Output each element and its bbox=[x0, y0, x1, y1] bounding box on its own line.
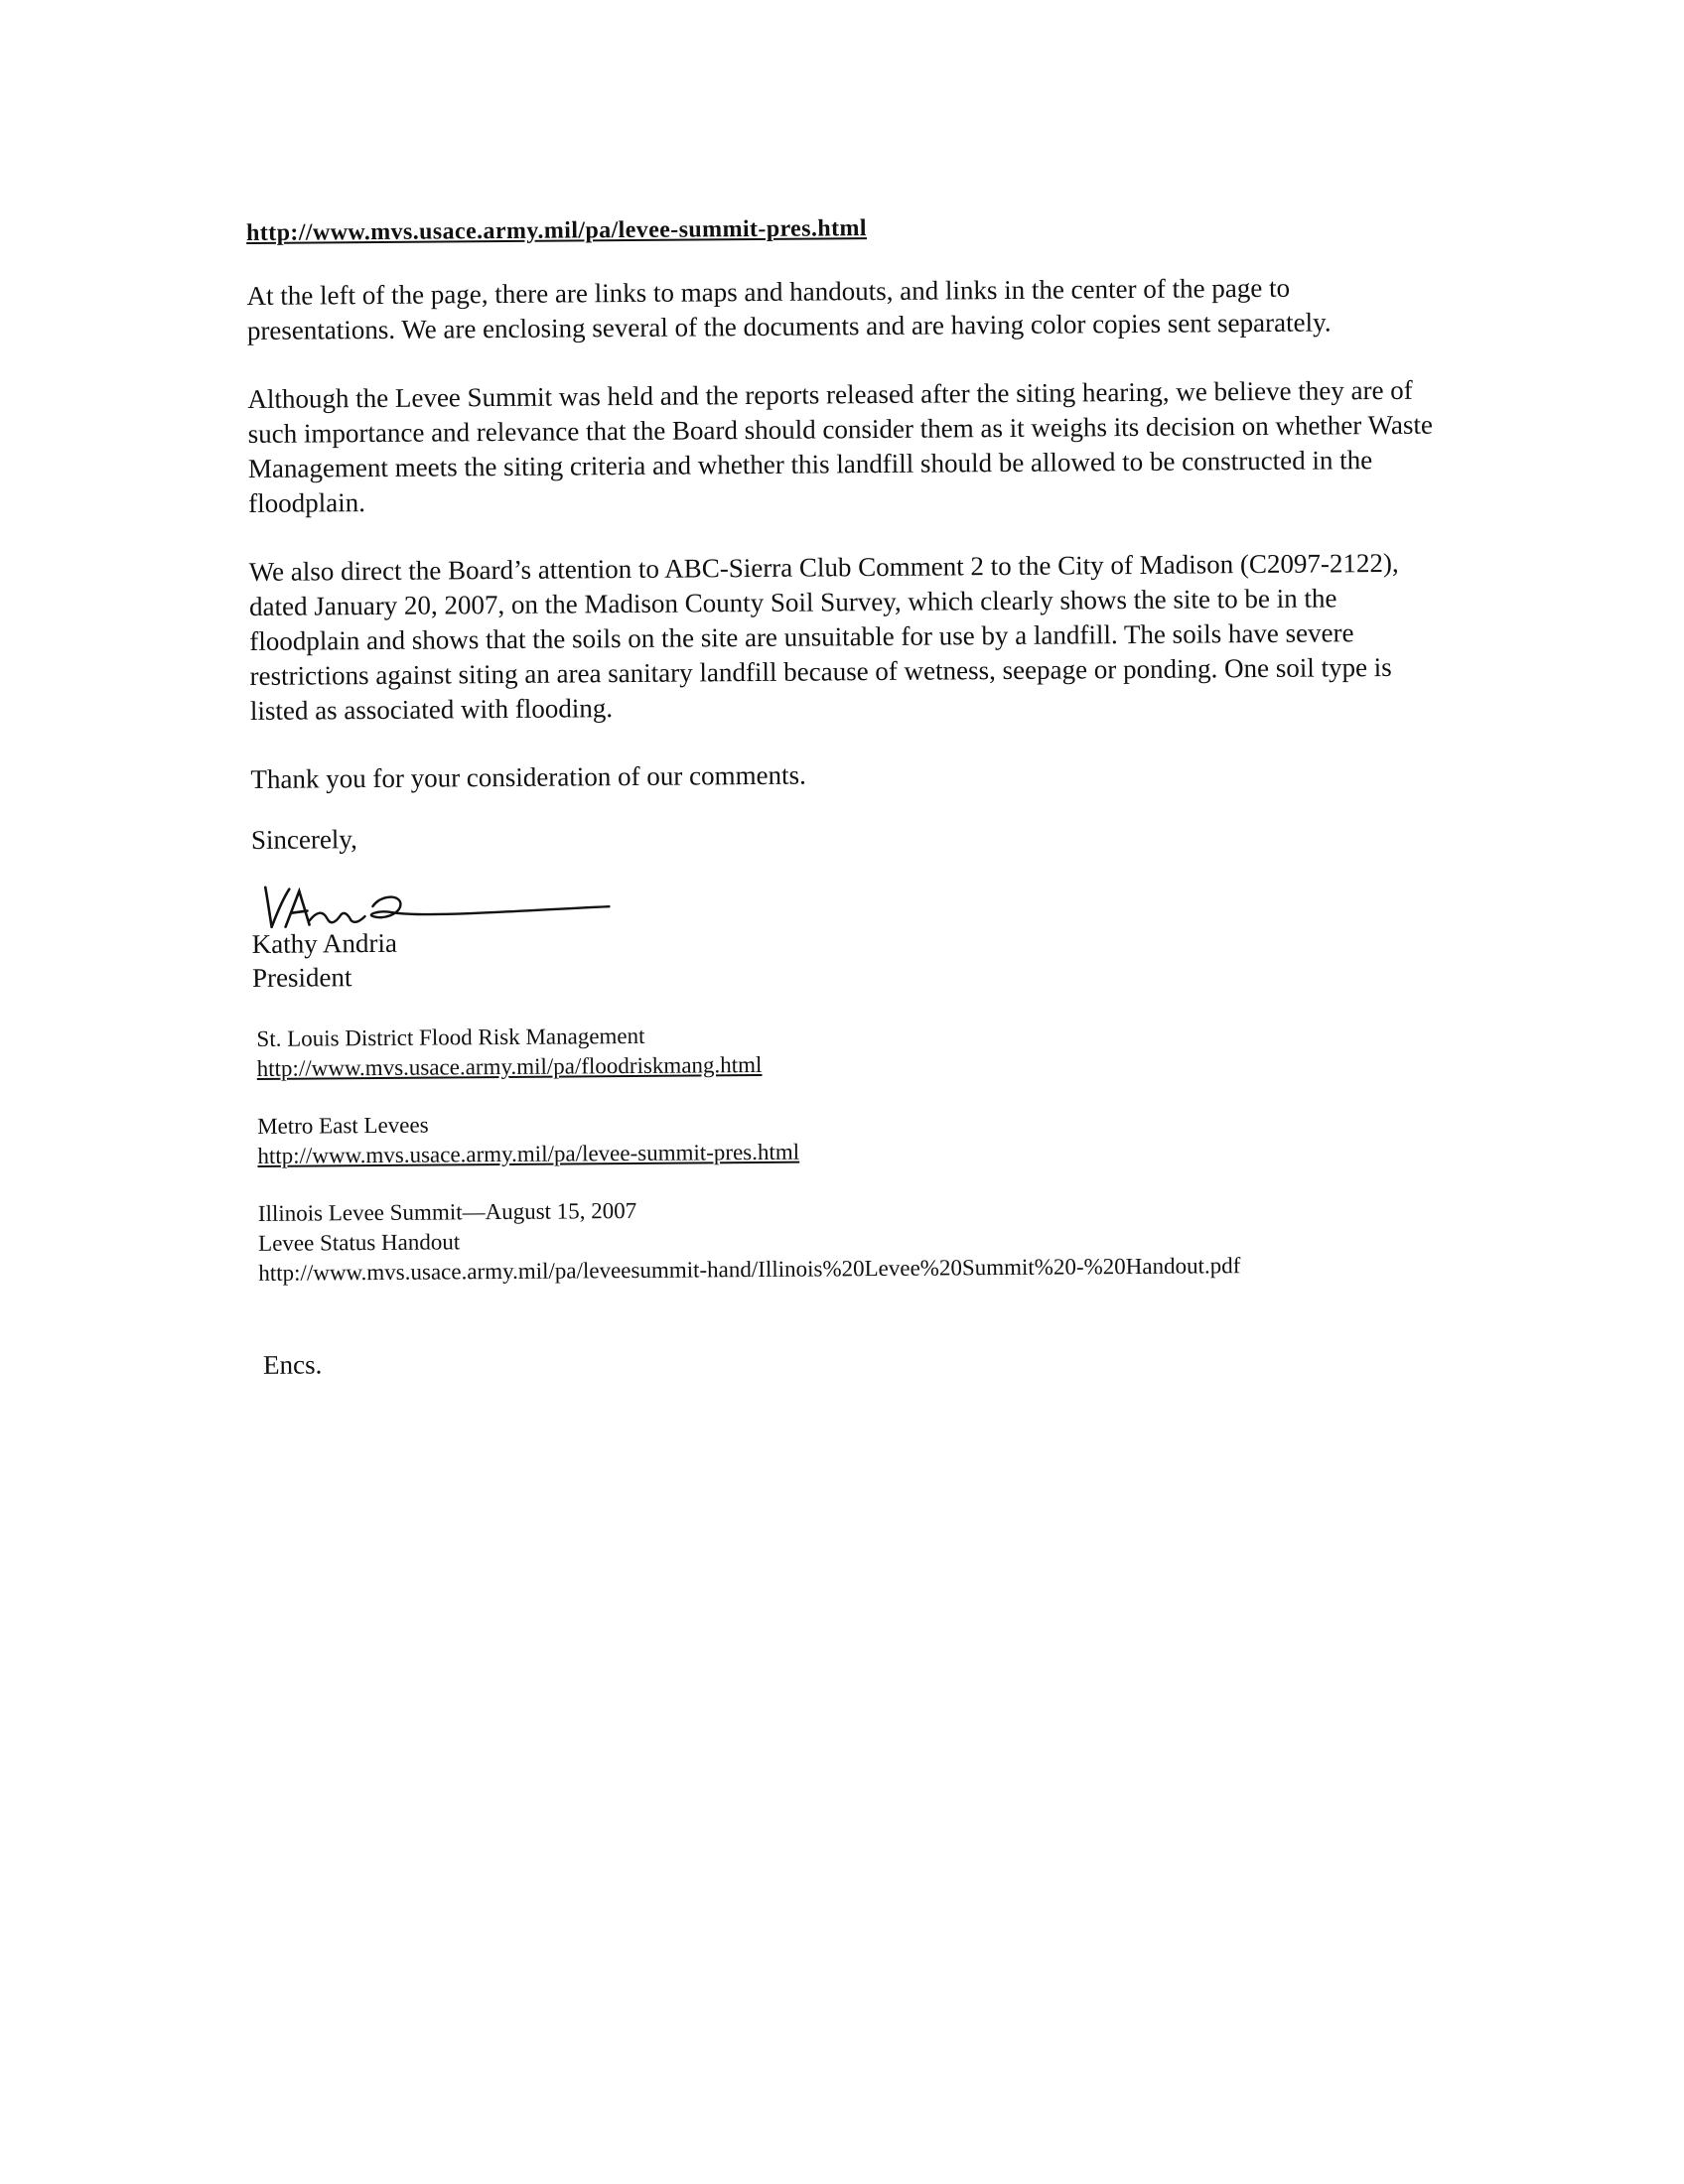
reference-illinois-summit bbox=[258, 1190, 1447, 1289]
reference-url-text: http://www.mvs.usace.army.mil/pa/leveesummit-hand/Illinois%20Levee%20Summit%20-%20Handout.pdf bbox=[258, 1253, 1241, 1286]
signer-title: President bbox=[251, 962, 352, 993]
paragraph-levee-summit: Although the Levee Summit was held and the reports released after the siting hearing, we believe they are of such importance and relevance that the Board should consider them as it weighs its decision on whether Waste Management meets the siting criteria and whether this landfill should be allowed to be constructed in the floodplain. bbox=[247, 374, 1434, 518]
reference-title: Metro East Levees bbox=[257, 1112, 429, 1139]
reference-url-link[interactable]: http://www.mvs.usace.army.mil/pa/levee-summit-pres.html bbox=[257, 1139, 800, 1168]
closing-salutation: Sincerely, bbox=[250, 824, 357, 855]
reference-subtitle: Levee Status Handout bbox=[257, 1229, 461, 1256]
levee-summit-link[interactable]: http://www.mvs.usace.army.mil/pa/levee-summit-pres.html bbox=[246, 215, 868, 246]
reference-title: Illinois Levee Summit—August 15, 2007 bbox=[257, 1197, 637, 1226]
paragraph-thank-you: Thank you for your consideration of our comments. bbox=[250, 759, 806, 794]
paragraph-links-description: At the left of the page, there are links to maps and handouts, and links in the center of the page to presentations. We are enclosing several of the documents and are having color copies sent separately. bbox=[246, 272, 1332, 345]
signer-block bbox=[252, 918, 1444, 995]
signer-name: Kathy Andria bbox=[251, 927, 398, 959]
reference-title: St. Louis District Flood Risk Management bbox=[256, 1023, 645, 1051]
reference-flood-risk bbox=[256, 1016, 1444, 1084]
enclosures-note: Encs. bbox=[262, 1349, 323, 1380]
paragraph-soil-survey: We also direct the Board’s attention to ABC-Sierra Club Comment 2 to the City of Madison (C2097-2122), dated January 20, 2007, on the Madison County Soil Survey, which clearly shows the site to be in the floodplain and shows that the soils on the site are unsuitable for use by a landfill. The soils have severe restrictions against siting an area sanitary landfill because of wetness, seepage or ponding. One soil type is listed as associated with flooding. bbox=[248, 547, 1399, 726]
reference-metro-east bbox=[257, 1103, 1445, 1171]
letter-body bbox=[246, 211, 1447, 1382]
reference-url-link[interactable]: http://www.mvs.usace.army.mil/pa/floodriskmang.html bbox=[256, 1051, 763, 1081]
